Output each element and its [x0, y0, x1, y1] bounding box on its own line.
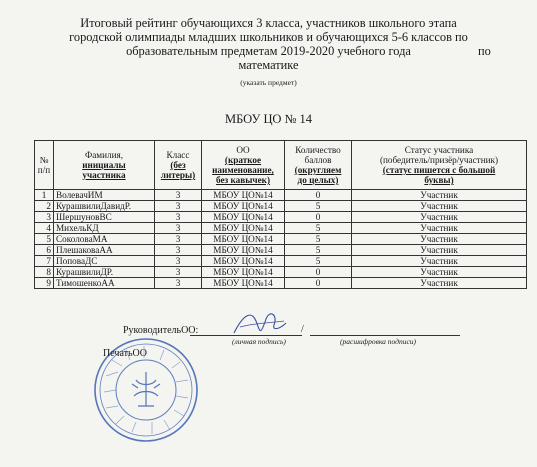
cell-class: 3 [155, 201, 202, 212]
cell-oo: МБОУ ЦО№14 [202, 256, 285, 267]
cell-score: 5 [285, 234, 352, 245]
decode-hint: (расшифровка подписи) [340, 337, 417, 346]
cell-status: Участник [352, 234, 527, 245]
cell-score: 0 [285, 278, 352, 289]
title-line-1: Итоговый рейтинг обучающихся 3 класса, участников школьного этапа [80, 16, 457, 30]
cell-class: 3 [155, 223, 202, 234]
cell-oo: МБОУ ЦО№14 [202, 234, 285, 245]
cell-status: Участник [352, 201, 527, 212]
cell-class: 3 [155, 245, 202, 256]
cell-class: 3 [155, 234, 202, 245]
cell-status: Участник [352, 256, 527, 267]
school-name: МБОУ ЦО № 14 [224, 112, 313, 126]
subject-hint: (указать предмет) [240, 78, 297, 87]
title-po: по [478, 44, 491, 58]
cell-name: МихельКД [54, 223, 155, 234]
cell-score: 0 [285, 190, 352, 201]
cell-name: СоколоваМА [54, 234, 155, 245]
title-line-3-text: образовательным предметам 2019-2020 учебного года [126, 44, 411, 58]
cell-oo: МБОУ ЦО№14 [202, 212, 285, 223]
cell-class: 3 [155, 212, 202, 223]
cell-name: ВолевачИМ [54, 190, 155, 201]
table-header-row [35, 141, 527, 190]
title-line-2: городской олимпиады младших школьников и обучающихся 5-6 классов по [69, 30, 468, 44]
cell-score: 0 [285, 212, 352, 223]
cell-number: 6 [35, 245, 54, 256]
cell-class: 3 [155, 278, 202, 289]
table-row [35, 245, 527, 256]
cell-oo: МБОУ ЦО№14 [202, 278, 285, 289]
cell-name: КурашвилиДавидР. [54, 201, 155, 212]
head-label: РуководительОО: [123, 325, 199, 336]
cell-oo: МБОУ ЦО№14 [202, 267, 285, 278]
cell-class: 3 [155, 267, 202, 278]
table-row [35, 267, 527, 278]
cell-status: Участник [352, 267, 527, 278]
stamp-label: ПечатьОО [103, 348, 147, 359]
cell-number: 9 [35, 278, 54, 289]
cell-number: 1 [35, 190, 54, 201]
cell-score: 5 [285, 201, 352, 212]
cell-status: Участник [352, 212, 527, 223]
col-oo: ОО (краткое наименование, без кавычек) [202, 141, 285, 190]
results-table [34, 140, 527, 289]
cell-score: 0 [285, 267, 352, 278]
cell-oo: МБОУ ЦО№14 [202, 223, 285, 234]
cell-number: 8 [35, 267, 54, 278]
cell-number: 2 [35, 201, 54, 212]
cell-class: 3 [155, 256, 202, 267]
col-name: Фамилия, инициалы участника [54, 141, 155, 190]
table-row [35, 278, 527, 289]
cell-number: 7 [35, 256, 54, 267]
table-row [35, 234, 527, 245]
cell-name: КурашвилиДР. [54, 267, 155, 278]
cell-score: 5 [285, 256, 352, 267]
col-status: Статус участника (победитель/призёр/участник) (статус пишется с большой буквы) [352, 141, 527, 190]
signature-slash: / [301, 324, 304, 335]
handwritten-signature [230, 309, 290, 339]
table-row [35, 256, 527, 267]
subject: математике [238, 58, 299, 72]
table-row [35, 190, 527, 201]
decode-line [310, 335, 460, 336]
cell-number: 5 [35, 234, 54, 245]
cell-oo: МБОУ ЦО№14 [202, 245, 285, 256]
cell-status: Участник [352, 278, 527, 289]
col-class: Класс (без литеры) [155, 141, 202, 190]
title-line-3 [0, 44, 537, 58]
cell-class: 3 [155, 190, 202, 201]
cell-name: ТимошенкоАА [54, 278, 155, 289]
table-row [35, 223, 527, 234]
cell-name: ПлешаковаАА [54, 245, 155, 256]
cell-status: Участник [352, 190, 527, 201]
cell-oo: МБОУ ЦО№14 [202, 201, 285, 212]
table-row [35, 212, 527, 223]
document-title [0, 16, 537, 72]
col-number: № п/п [35, 141, 54, 190]
cell-status: Участник [352, 245, 527, 256]
cell-number: 4 [35, 223, 54, 234]
signature-hint: (личная подпись) [232, 337, 286, 346]
cell-name: ПоповаДС [54, 256, 155, 267]
cell-oo: МБОУ ЦО№14 [202, 190, 285, 201]
col-score: Количество баллов (округляем до целых) [285, 141, 352, 190]
table-row [35, 201, 527, 212]
cell-name: ШершуновВС [54, 212, 155, 223]
cell-number: 3 [35, 212, 54, 223]
cell-score: 5 [285, 245, 352, 256]
cell-score: 5 [285, 223, 352, 234]
cell-status: Участник [352, 223, 527, 234]
